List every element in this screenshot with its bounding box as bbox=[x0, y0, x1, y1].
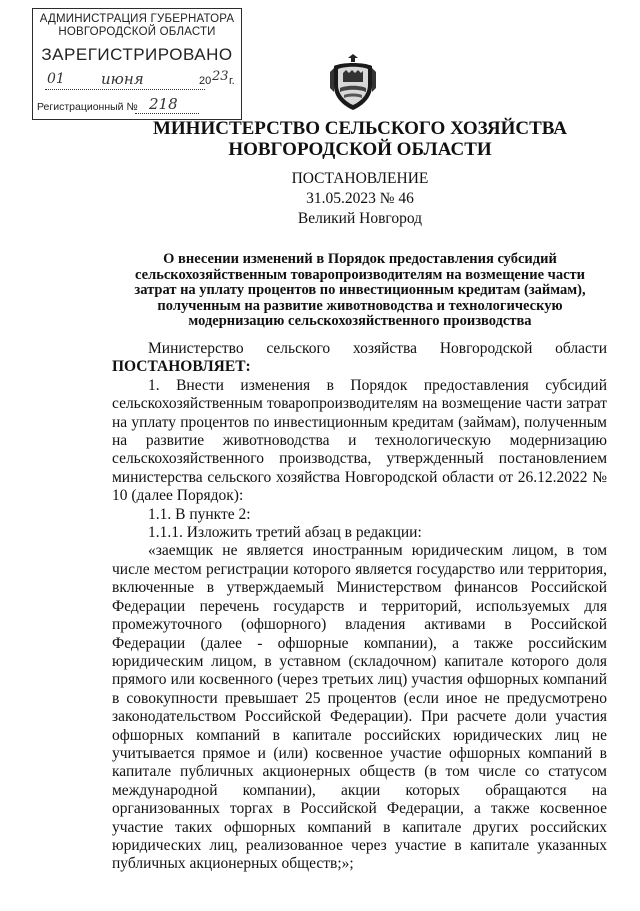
stamp-year-suffix: г. bbox=[229, 75, 235, 87]
item-1: 1. Внести изменения в Порядок предоставления субсидий сельскохозяйственным товаропроизводителям на возмещение части затрат на уплату процентов по инвестиционным кредитам (займам), полученным на развитие животноводства и технологическую модернизацию сельскохозяйственного производства, утвержденный постановлением министерства сельского хозяйства Новгородской области от 26.12.2022 № 10 (далее Порядок): bbox=[112, 376, 607, 505]
item-1-1: 1.1. В пункте 2: bbox=[148, 505, 251, 523]
stamp-registered-label: ЗАРЕГИСТРИРОВАНО bbox=[41, 45, 233, 64]
item-1-1-1: 1.1.1. Изложить третий абзац в редакции: bbox=[148, 524, 422, 542]
stamp-reg-number-label: Регистрационный № bbox=[37, 101, 138, 113]
decree-word: ПОСТАНОВЛЯЕТ: bbox=[112, 358, 251, 376]
stamp-year-prefix: 20 bbox=[199, 75, 212, 87]
stamp-org-line2: НОВГОРОДСКОЙ ОБЛАСТИ bbox=[58, 26, 216, 38]
ministry-title-line2: НОВГОРОДСКОЙ ОБЛАСТИ bbox=[228, 139, 492, 160]
stamp-reg-number-line bbox=[135, 113, 199, 114]
ministry-title-line1: МИНИСТЕРСТВО СЕЛЬСКОГО ХОЗЯЙСТВА bbox=[152, 118, 568, 139]
stamp-organization bbox=[33, 13, 241, 39]
stamp-year-handwritten: 23 bbox=[212, 69, 229, 84]
ministry-title bbox=[150, 118, 570, 160]
document-city: Великий Новгород bbox=[297, 210, 423, 227]
stamp-date-day: 01 bbox=[47, 71, 65, 87]
document-body bbox=[112, 340, 607, 874]
document-date-number: 31.05.2023 № 46 bbox=[306, 190, 414, 207]
stamp-reg-number: 218 bbox=[149, 95, 178, 113]
subject-line5: модернизацию сельскохозяйственного производства bbox=[188, 313, 532, 329]
intro-paragraph: Министерство сельского хозяйства Новгородской области bbox=[148, 340, 607, 357]
stamp-date-line bbox=[45, 89, 205, 90]
stamp-org-line1: АДМИНИСТРАЦИЯ ГУБЕРНАТОРА bbox=[39, 13, 235, 25]
document-type: ПОСТАНОВЛЕНИЕ bbox=[291, 170, 429, 187]
registration-stamp bbox=[32, 8, 242, 120]
coat-of-arms-icon bbox=[328, 52, 378, 112]
stamp-date bbox=[41, 69, 237, 93]
subject-line4: полученным на развитие животноводства и технологическую bbox=[157, 297, 563, 314]
subject-line1: О внесении изменений в Порядок предоставления субсидий bbox=[163, 251, 557, 267]
subject-line2: сельскохозяйственным товаропроизводителям на возмещение части bbox=[135, 266, 585, 283]
subject-line3: затрат на уплату процентов по инвестиционным кредитам (займам), bbox=[134, 282, 586, 298]
quoted-paragraph: «заемщик не является иностранным юридическим лицом, в том числе местом регистрации которого является государство или территория, включенные в утверждаемый Министерством финансов Российской Федерации перечень государств и территорий, используемых для промежуточного (офшорного) владения активами в Российской Федерации (далее - офшорные компании), а также российским юридическим лицом, в уставном (складочном) капитале которого доля прямого или косвенного (через третьих лиц) участия офшорных компаний в совокупности превышает 25 процентов (если иное не предусмотрено законодательством Российской Федерации). При расчете доли участия офшорных компаний в капитале российских юридических лиц не учитывается прямое и (или) косвенное участие офшорных компаний в капитале публичных акционерных обществ (в том числе со статусом международной компании), акции которых обращаются на организованных торгах в Российской Федерации, а также косвенное участие таких офшорных компаний в капитале других российских юридических лиц, реализованное через участие в капитале указанных публичных акционерных обществ;»; bbox=[112, 542, 607, 873]
stamp-date-month: июня bbox=[101, 70, 144, 88]
document-subject bbox=[110, 252, 610, 330]
